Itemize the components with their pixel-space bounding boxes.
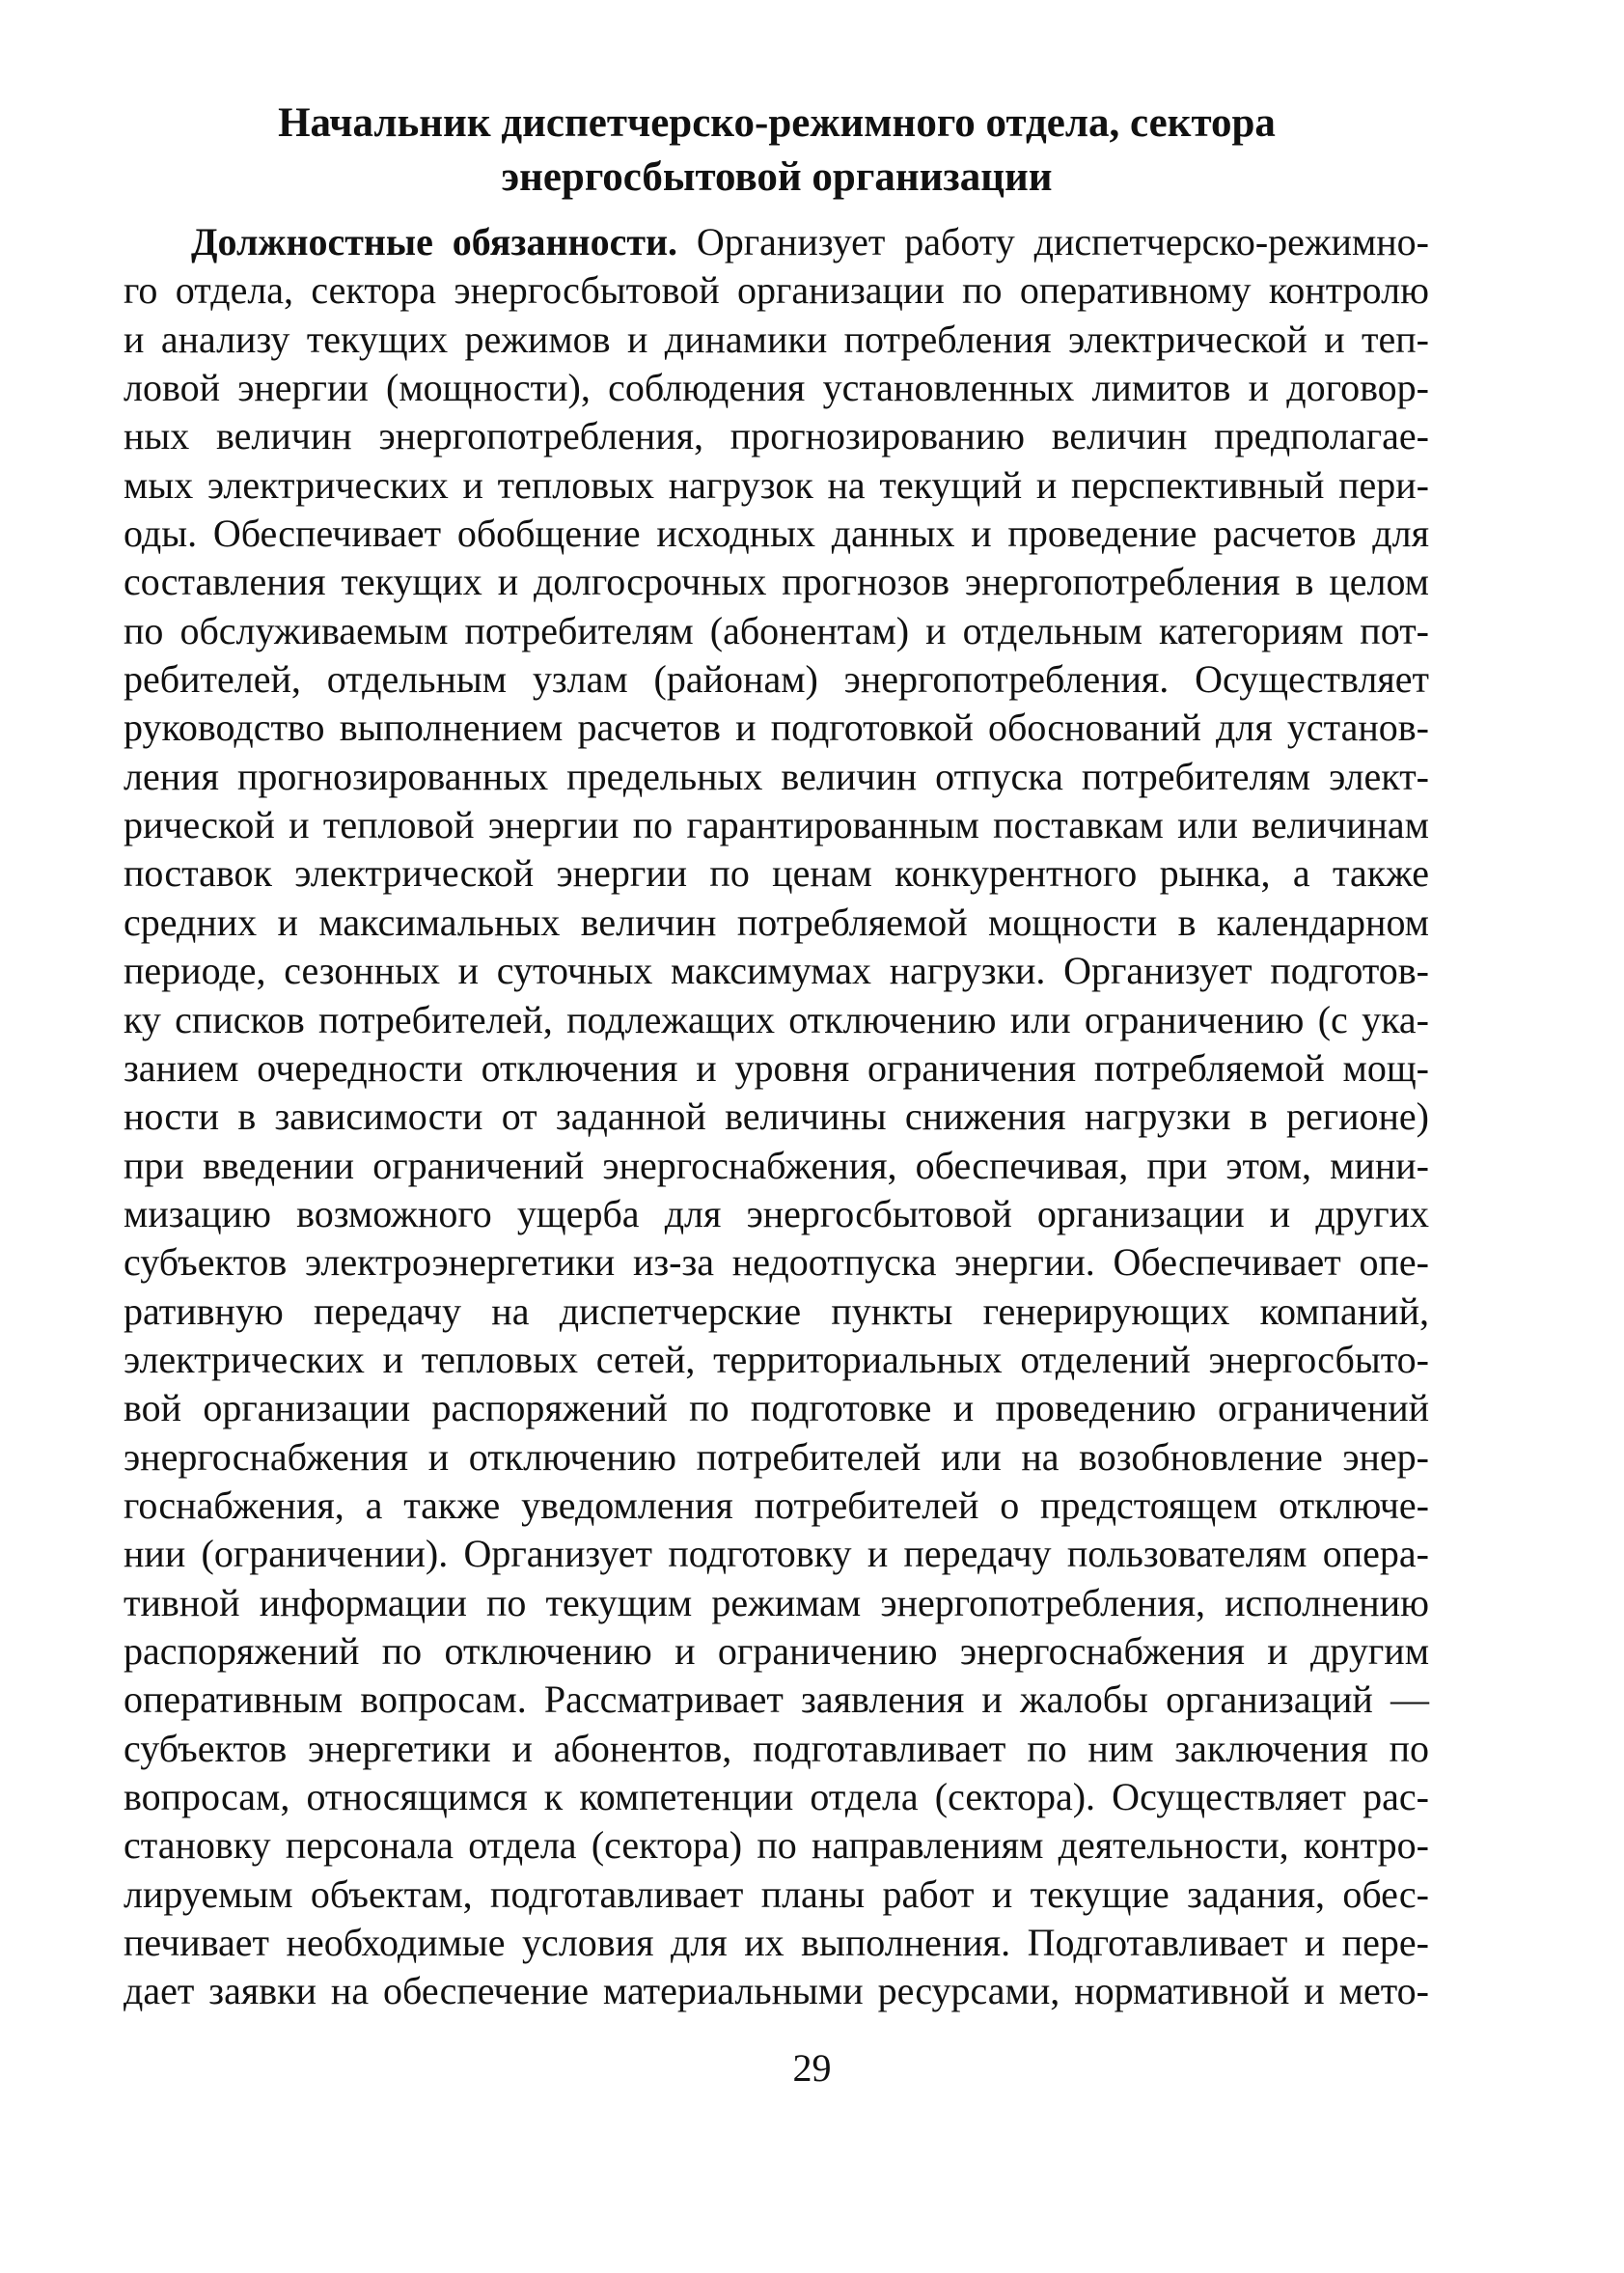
text-line: занием очередности отключения и уровня ограничения потребляемой мощ- [124,1045,1429,1090]
text-line: печивает необходимые условия для их выполнения. Подготавливает и пере- [124,1921,1429,1965]
text-line: руководство выполнением расчетов и подготовкой обоснований для установ- [124,706,1429,750]
text-line: и анализу текущих режимов и динамики потребления электрической и теп- [124,317,1429,361]
text-line: рической и тепловой энергии по гарантированным поставкам или величинам [124,803,1429,847]
text-line: го отдела, сектора энергосбытовой организации по оперативному контролю [124,268,1429,313]
text-line: мых электрических и тепловых нагрузок на текущий и перспективный пери- [124,462,1429,507]
text-line: субъектов энергетики и абонентов, подготавливает по ним заключения по [124,1726,1429,1770]
text-line: ребителей, отдельным узлам (районам) энергопотребления. Осуществляет [124,657,1429,702]
text-line: ления прогнозированных предельных величин отпуска потребителям элект- [124,754,1429,798]
text-line: тивной информации по текущим режимам энергопотребления, исполнению [124,1580,1429,1624]
page-title [125,97,1428,205]
text-line: электрических и тепловых сетей, территориальных отделений энергосбыто- [124,1337,1429,1381]
title-line-1: Начальник диспетчерско-режимного отдела, сектора [278,100,1276,146]
text-line: лируемым объектам, подготавливает планы работ и текущие задания, обес- [124,1871,1429,1916]
text-line-content: Организует работу диспетчерско-режимно- [677,220,1429,263]
text-line: энергоснабжения и отключению потребителей или на возобновление энер- [124,1434,1429,1479]
text-line: по обслуживаемым потребителям (абонентам) и отдельным категориям пот- [124,608,1429,652]
section-lead: Должностные обязанности. [191,220,678,263]
text-line: составления текущих и долгосрочных прогнозов энергопотребления в целом [124,560,1429,604]
text-line [124,218,1429,266]
text-line: распоряжений по отключению и ограничению энергоснабжения и другим [124,1628,1429,1673]
text-line: госнабжения, а также уведомления потребителей о предстоящем отключе- [124,1483,1429,1527]
text-line: средних и максимальных величин потребляемой мощности в календарном [124,900,1429,944]
text-line: дает заявки на обеспечение материальными ресурсами, нормативной и мето- [124,1969,1429,2013]
text-line: ности в зависимости от заданной величины снижения нагрузки в регионе) [124,1095,1429,1139]
text-line: оперативным вопросам. Рассматривает заявления и жалобы организаций — [124,1677,1429,1722]
text-line: вопросам, относящимся к компетенции отдела (сектора). Осуществляет рас- [124,1775,1429,1818]
body-paragraph [124,218,1429,2016]
text-line: ловой энергии (мощности), соблюдения установленных лимитов и договор- [124,366,1429,410]
text-line: ных величин энергопотребления, прогнозированию величин предполагае- [124,414,1429,458]
text-line: при введении ограничений энергоснабжения, обеспечивая, при этом, мини- [124,1143,1429,1187]
text-line: становку персонала отдела (сектора) по направлениям деятельности, контро- [124,1823,1429,1868]
text-line: вой организации распоряжений по подготовке и проведению ограничений [124,1386,1429,1430]
text-line: ку списков потребителей, подлежащих отключению или ограничению (с ука- [124,997,1429,1041]
text-line: нии (ограничении). Организует подготовку и передачу пользователям опера- [124,1532,1429,1576]
text-line: поставок электрической энергии по ценам конкурентного рынка, а также [124,851,1429,896]
title-line-2: энергосбытовой организации [501,154,1053,200]
text-line: субъектов электроэнергетики из-за недоотпуска энергии. Обеспечивает опе- [124,1240,1429,1285]
text-line: периоде, сезонных и суточных максимумах нагрузки. Организует подготов- [124,949,1429,993]
text-line: оды. Обеспечивает обобщение исходных данных и проведение расчетов для [124,512,1429,556]
page-number: 29 [792,2046,832,2090]
text-line: ративную передачу на диспетчерские пункты генерирующих компаний, [124,1289,1429,1333]
text-line: мизацию возможного ущерба для энергосбытовой организации и других [124,1191,1429,1235]
